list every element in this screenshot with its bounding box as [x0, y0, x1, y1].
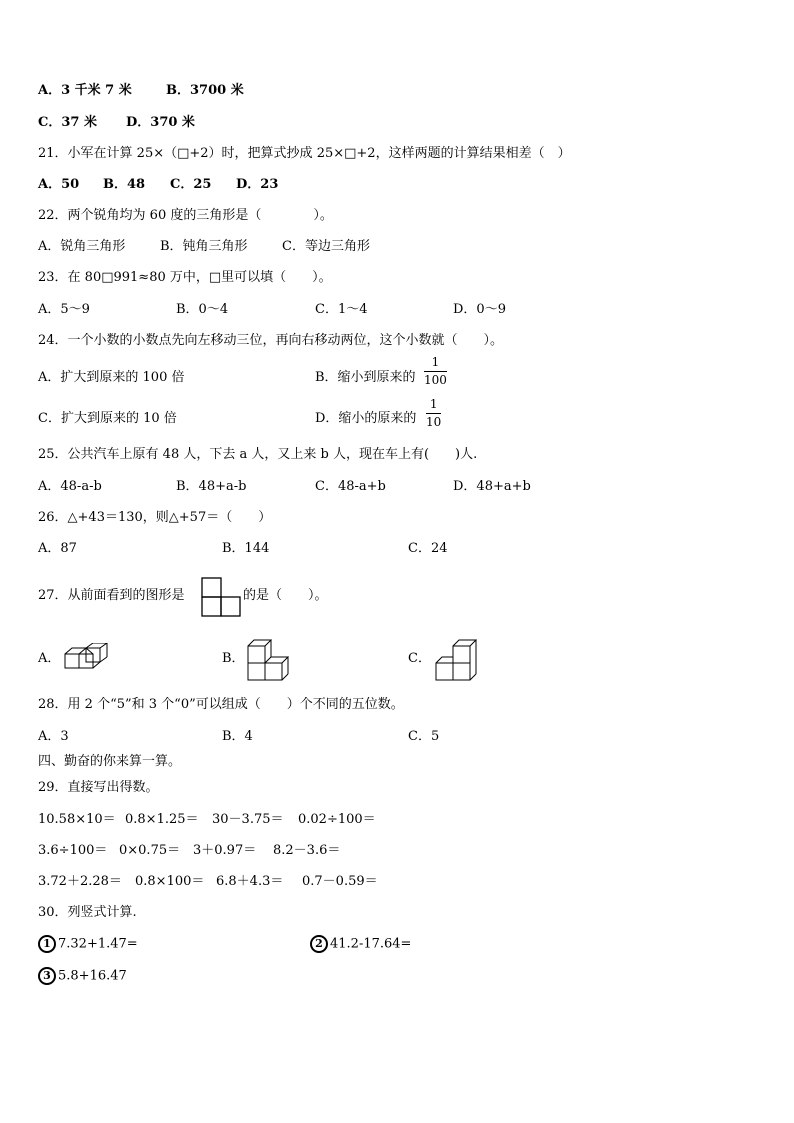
q29-r1-c4: 0.02÷100＝	[298, 812, 376, 827]
q24-option-a: A．扩大到原来的 100 倍	[38, 370, 185, 385]
q27-stem-end: 的是（ ）。	[243, 588, 328, 603]
q28-option-c: C．5	[408, 729, 440, 744]
section-4-heading: 四、勤奋的你来算一算。	[38, 754, 182, 769]
q20-option-a: A．3 千米 7 米	[38, 83, 132, 98]
q22-stem: 22．两个锐角均为 60 度的三角形是（ ）。	[38, 208, 333, 223]
q22-option-a: A．锐角三角形	[38, 239, 126, 254]
q29-r3-c4: 0.7－0.59＝	[302, 874, 378, 889]
q26-stem: 26．△+43＝130，则△+57＝（ ）	[38, 510, 272, 525]
q29-r1-c1: 10.58×10＝	[38, 812, 116, 827]
q24-option-b: B．缩小到原来的	[315, 370, 416, 385]
q29-r2-c3: 3＋0.97＝	[193, 843, 257, 858]
q30-item-3-expr: 5.8+16.47	[58, 968, 127, 984]
q20-option-b: B．3700 米	[166, 83, 244, 98]
cube-stack-b-icon	[246, 637, 292, 681]
q20-option-d: D．370 米	[126, 115, 195, 130]
q25-stem: 25．公共汽车上原有 48 人，下去 a 人，又上来 b 人，现在车上有( )人.	[38, 447, 478, 462]
q24-option-d-fraction	[426, 398, 441, 429]
q23-stem: 23．在 80□991≈80 万中，□里可以填（ ）。	[38, 270, 332, 285]
q21-stem: 21．小军在计算 25×（□+2）时，把算式抄成 25×□+2，这样两题的计算结果相差（ ）	[38, 146, 571, 161]
q20-option-c: C．37 米	[38, 115, 97, 130]
q28-option-b: B．4	[222, 729, 253, 744]
q25-option-c: C．48-a+b	[315, 479, 386, 494]
q27-option-b: B．	[222, 651, 245, 666]
q25-option-b: B．48+a-b	[176, 479, 247, 494]
fraction-denominator: 100	[424, 373, 447, 387]
q29-r2-c1: 3.6÷100＝	[38, 843, 108, 858]
fraction-numerator: 1	[431, 355, 440, 369]
q29-r1-c2: 0.8×1.25＝	[125, 812, 199, 827]
q29-r3-c3: 6.8＋4.3＝	[216, 874, 284, 889]
q27-option-a: A．	[38, 651, 61, 666]
q21-option-c: C．25	[170, 177, 212, 192]
q30-item-1	[38, 935, 138, 953]
cube-stack-c-icon	[434, 637, 480, 681]
q29-r3-c2: 0.8×100＝	[135, 874, 205, 889]
q27-stem-start: 27．从前面看到的图形是	[38, 588, 185, 603]
q24-option-c: C．扩大到原来的 10 倍	[38, 411, 177, 426]
q29-r2-c4: 8.2－3.6＝	[273, 843, 341, 858]
fraction-denominator: 10	[426, 415, 442, 429]
front-view-shape-icon	[201, 577, 241, 617]
q30-item-2	[310, 935, 411, 953]
q21-option-b: B．48	[103, 177, 146, 192]
q28-stem: 28．用 2 个“5”和 3 个“0”可以组成（ ）个不同的五位数。	[38, 697, 404, 712]
fraction-numerator: 1	[429, 397, 438, 411]
q21-option-a: A．50	[38, 177, 80, 192]
fraction-bar	[424, 371, 447, 372]
q25-option-a: A．48-a-b	[38, 479, 102, 494]
q22-option-b: B．钝角三角形	[160, 239, 248, 254]
q23-option-c: C．1～4	[315, 302, 368, 317]
q24-option-d: D．缩小的原来的	[315, 411, 417, 426]
q24-option-b-fraction	[424, 356, 447, 387]
q29-stem: 29．直接写出得数。	[38, 780, 159, 795]
circled-number-3: 3	[38, 967, 56, 985]
q26-option-a: A．87	[38, 541, 77, 556]
q30-stem: 30．列竖式计算.	[38, 905, 137, 920]
q23-option-a: A．5～9	[38, 302, 90, 317]
q29-r1-c3: 30－3.75＝	[212, 812, 284, 827]
q29-r2-c2: 0×0.75＝	[119, 843, 181, 858]
q23-option-b: B．0～4	[176, 302, 229, 317]
q29-r3-c1: 3.72＋2.28＝	[38, 874, 122, 889]
fraction-bar	[426, 413, 441, 414]
cube-stack-a-icon	[64, 643, 108, 677]
q24-stem: 24．一个小数的小数点先向左移动三位，再向右移动两位，这个小数就（ ）。	[38, 333, 504, 348]
q26-option-c: C．24	[408, 541, 448, 556]
q22-option-c: C．等边三角形	[282, 239, 370, 254]
q25-option-d: D．48+a+b	[453, 479, 531, 494]
circled-number-2: 2	[310, 935, 328, 953]
circled-number-1: 1	[38, 935, 56, 953]
q23-option-d: D．0～9	[453, 302, 506, 317]
q30-item-1-expr: 7.32+1.47=	[58, 936, 138, 952]
q30-item-3	[38, 967, 127, 985]
q30-item-2-expr: 41.2-17.64=	[330, 936, 412, 952]
q27-option-c: C．	[408, 651, 431, 666]
q26-option-b: B．144	[222, 541, 270, 556]
q21-option-d: D．23	[236, 177, 279, 192]
q28-option-a: A．3	[38, 729, 69, 744]
